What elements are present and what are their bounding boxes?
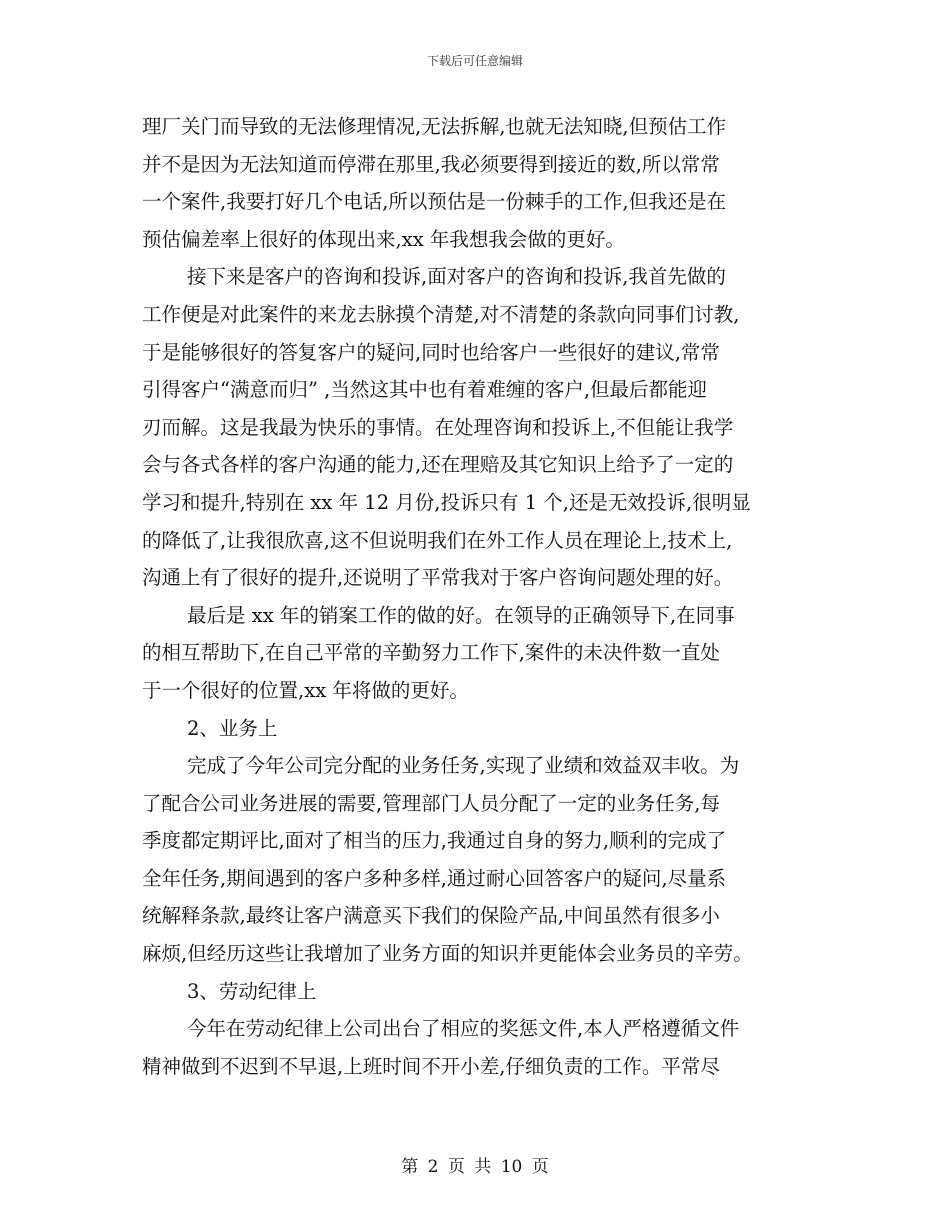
text-line: 接下来是客户的咨询和投诉,面对客户的咨询和投诉,我首先做的: [187, 265, 726, 289]
text-line: 学习和提升,特别在 xx 年 12 月份,投诉只有 1 个,还是无效投诉,很明显: [142, 490, 751, 514]
text-line: 预估偏差率上很好的体现出来,xx 年我想我会做的更好。: [142, 227, 625, 251]
text-line: 于一个很好的位置,xx 年将做的更好。: [142, 678, 469, 702]
text-line: 2、业务上: [187, 716, 278, 740]
document-body: [142, 108, 810, 1085]
text-line: 的降低了,让我很欣喜,这不但说明我们在外工作人员在理论上,技术上,: [142, 528, 733, 552]
text-line: 刃而解。这是我最为快乐的事情。在处理咨询和投诉上,不但能让我学: [142, 415, 734, 439]
text-line: 会与各式各样的客户沟通的能力,还在理赔及其它知识上给予了一定的: [142, 453, 734, 477]
page-header: 下载后可任意编辑: [426, 54, 523, 68]
text-line: 并不是因为无法知道而停滞在那里,我必须要得到接近的数,所以常常: [142, 152, 720, 176]
text-line: 今年在劳动纪律上公司出台了相应的奖惩文件,本人严格遵循文件: [187, 1017, 740, 1041]
text-line: 一个案件,我要打好几个电话,所以预估是一份棘手的工作,但我还是在: [142, 190, 727, 214]
text-line: 了配合公司业务进展的需要,管理部门人员分配了一定的业务任务,每: [142, 791, 720, 815]
text-line: 沟通上有了很好的提升,还说明了平常我对于客户咨询问题处理的好。: [142, 566, 734, 590]
text-line: 最后是 xx 年的销案工作的做的好。在领导的正确领导下,在同事: [187, 603, 735, 627]
text-line: 麻烦,但经历这些让我增加了业务方面的知识并更能体会业务员的辛劳。: [142, 942, 753, 966]
text-line: 理厂关门而导致的无法修理情况,无法拆解,也就无法知晓,但预估工作: [142, 115, 727, 138]
page-footer: 第 2 页 共 10 页: [401, 1157, 549, 1177]
text-line: 统解释条款,最终让客户满意买下我们的保险产品,中间虽然有很多小: [142, 904, 720, 928]
text-line: 工作便是对此案件的来龙去脉摸个清楚,对不清楚的条款向同事们讨教,: [142, 302, 740, 326]
text-line: 的相互帮助下,在自己平常的辛勤努力工作下,案件的未决件数一直处: [142, 641, 720, 665]
text-line: 3、劳动纪律上: [187, 979, 317, 1003]
text-line: 全年任务,期间遇到的客户多种多样,通过耐心回答客户的疑问,尽量系: [142, 866, 727, 890]
text-line: 完成了今年公司完分配的业务任务,实现了业绩和效益双丰收。为: [187, 754, 740, 778]
text-line: 于是能够很好的答复客户的疑问,同时也给客户一些很好的建议,常常: [142, 340, 720, 364]
text-line: 引得客户“满意而归” ,当然这其中也有着难缠的客户,但最后都能迎: [142, 378, 708, 402]
text-line: 精神做到不迟到不早退,上班时间不开小差,仔细负责的工作。平常尽: [142, 1054, 720, 1078]
text-line: 季度都定期评比,面对了相当的压力,我通过自身的努力,顺利的完成了: [142, 829, 727, 853]
